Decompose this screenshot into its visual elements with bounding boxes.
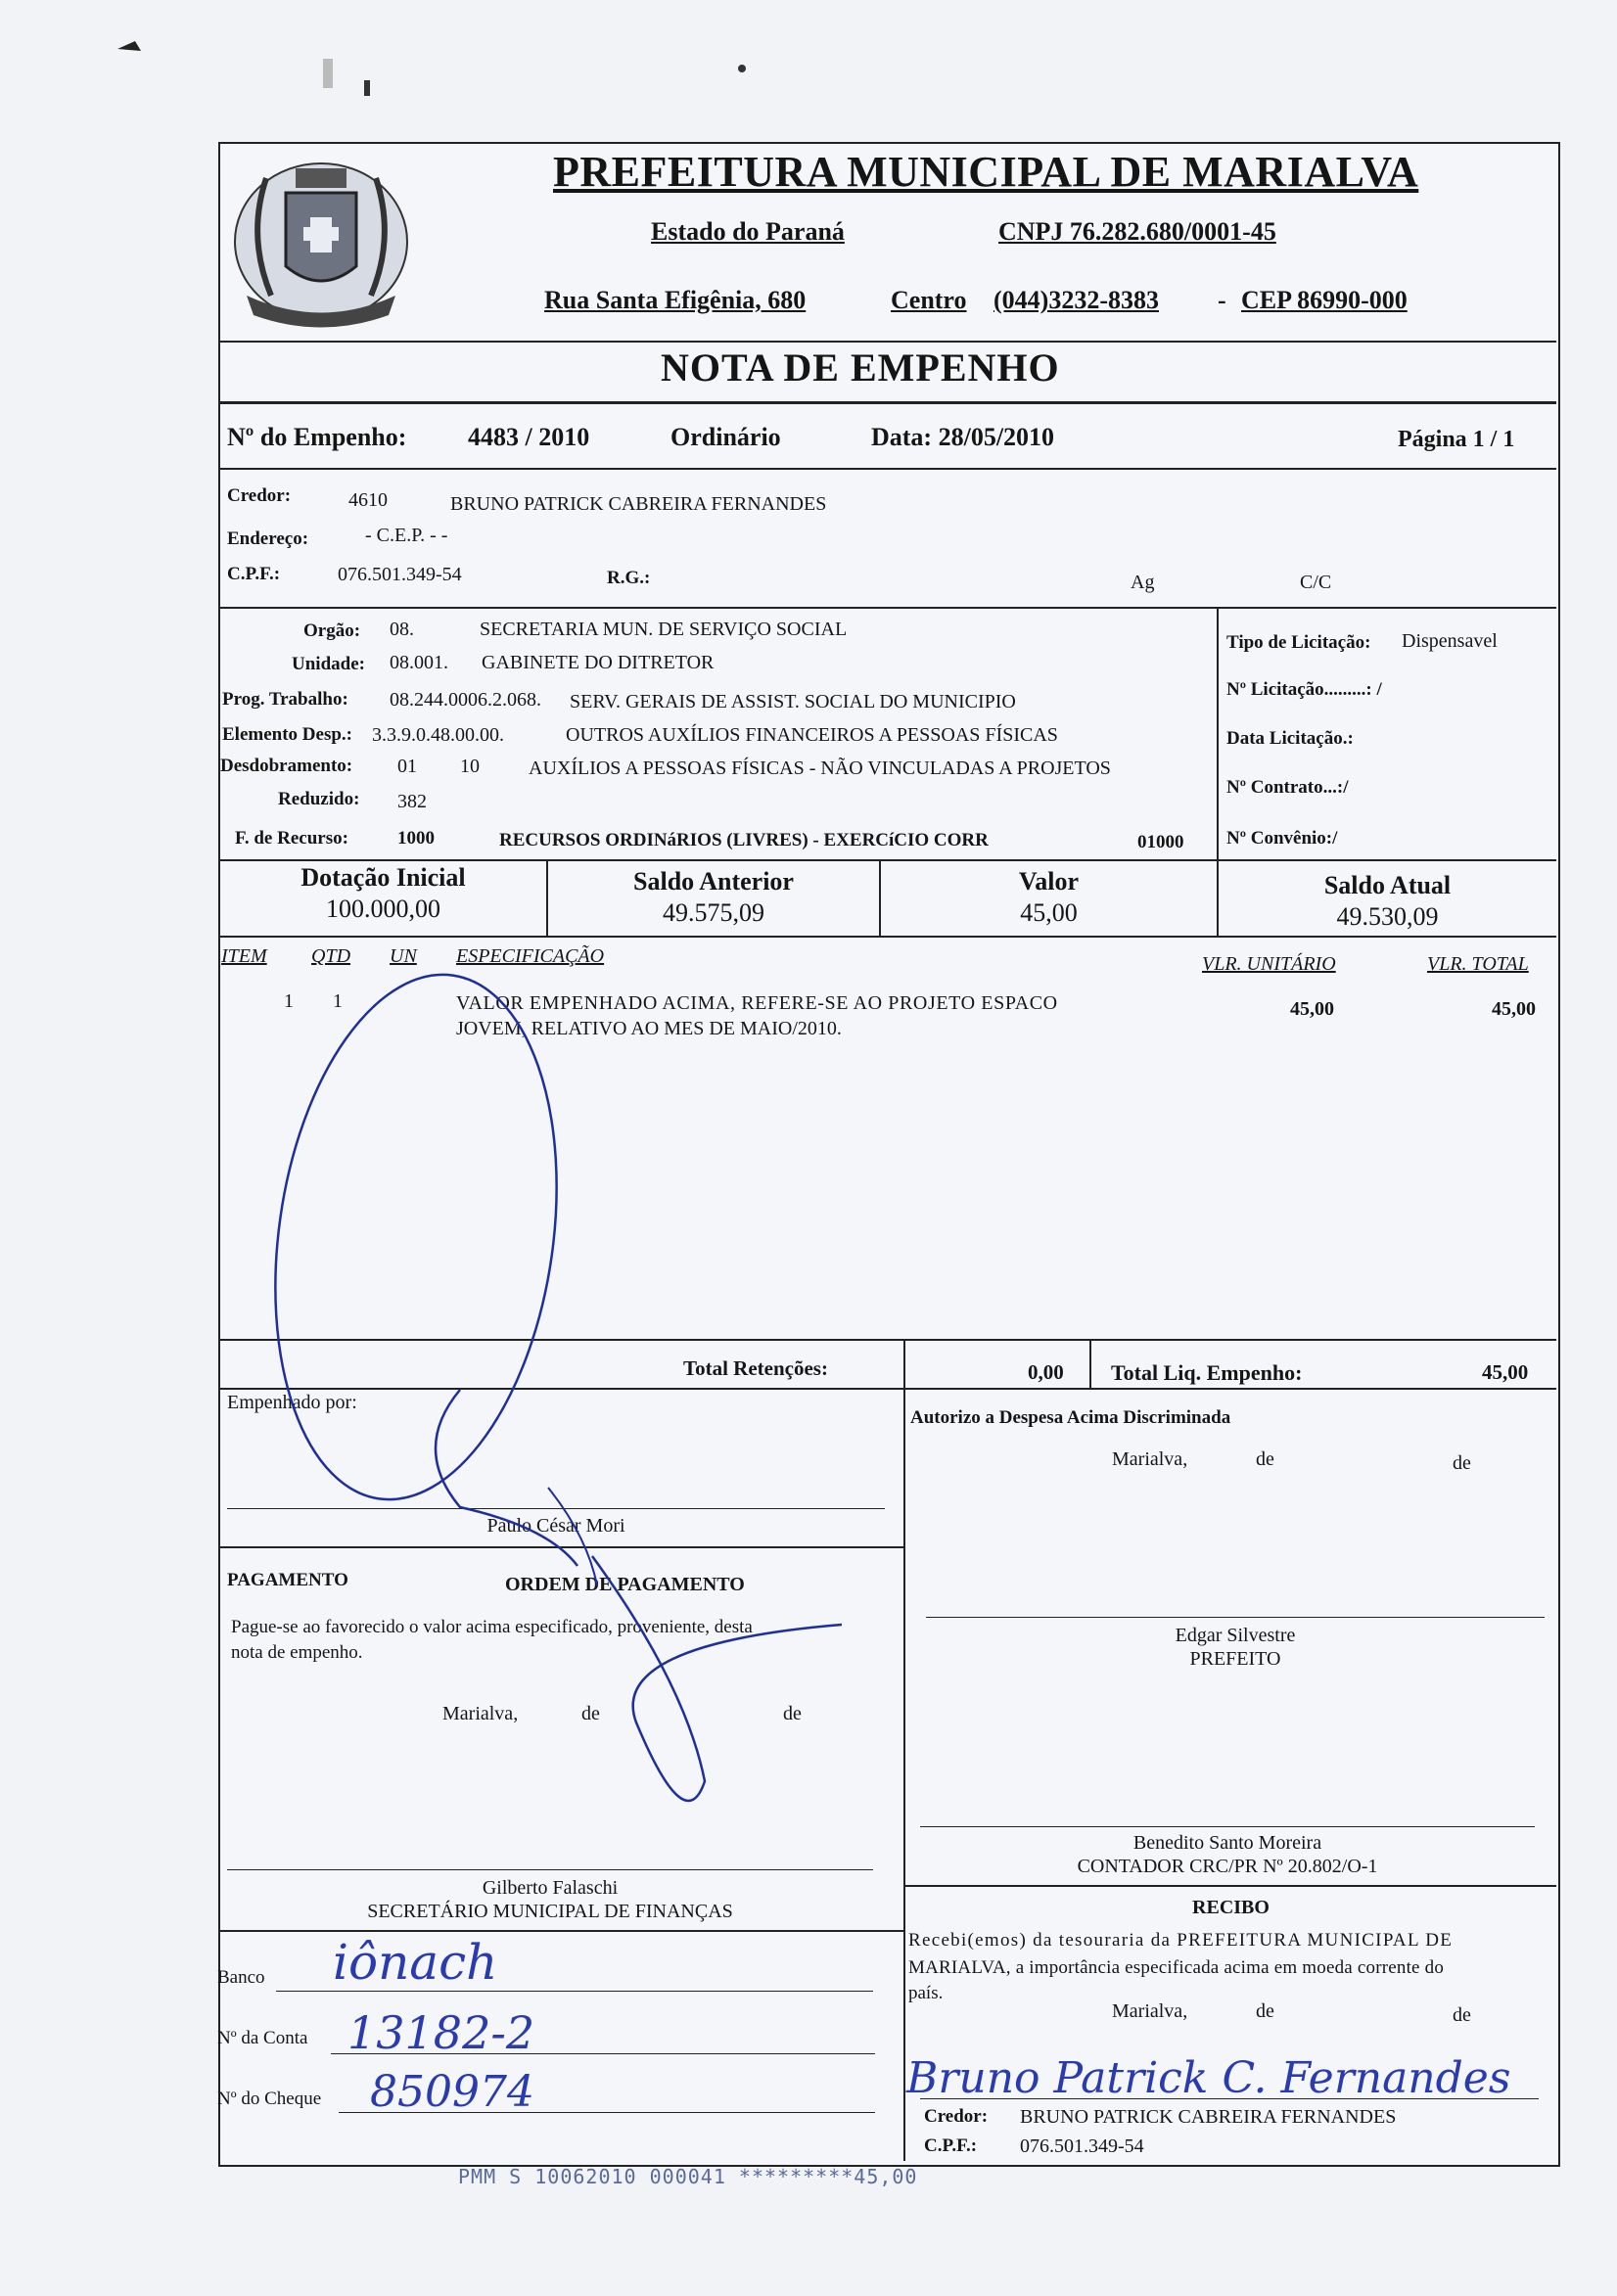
orgao-code: 08.	[390, 619, 414, 640]
endereco-label: Endereço:	[227, 528, 309, 549]
empenhado-label: Empenhado por:	[227, 1392, 357, 1413]
row-valor-unitario: 45,00	[1290, 998, 1334, 1020]
divider	[218, 468, 1556, 470]
conta-handwriting: 13182-2	[347, 2006, 535, 2059]
valor-label: Valor	[1018, 867, 1080, 895]
dotacao-value: 100.000,00	[326, 895, 440, 923]
divider	[1217, 607, 1219, 859]
divider	[1089, 1339, 1091, 1388]
street-address: Rua Santa Efigênia, 680	[544, 286, 807, 314]
divider	[903, 1339, 905, 1388]
unidade-label: Unidade:	[292, 654, 365, 674]
pagamento-de1: de	[581, 1703, 600, 1724]
autorizo-city: Marialva,	[1112, 1448, 1188, 1470]
col-especificacao: ESPECIFICAÇÃO	[456, 945, 605, 967]
municipality-title: PREFEITURA MUNICIPAL DE MARIALVA	[553, 148, 1419, 196]
pagamento-city: Marialva,	[442, 1703, 519, 1724]
total-liquido-value: 45,00	[1482, 1360, 1529, 1384]
divider	[218, 607, 1556, 609]
signature-line	[920, 1826, 1535, 1827]
elemento-code: 3.3.9.0.48.00.00.	[372, 724, 504, 746]
empenho-date: Data: 28/05/2010	[871, 423, 1055, 451]
accountant-name: Benedito Santo Moreira	[1132, 1832, 1322, 1854]
bank-stamp: PMM S 10062010 000041 *********45,00	[458, 2165, 918, 2188]
signature-line	[926, 1617, 1545, 1618]
recibo-credor-label: Credor:	[924, 2106, 989, 2127]
separator: -	[1218, 286, 1226, 314]
retencoes-label: Total Retenções:	[683, 1356, 828, 1380]
pagamento-label: PAGAMENTO	[227, 1570, 348, 1590]
banco-line	[276, 1991, 873, 1992]
row-valor-total: 45,00	[1492, 998, 1536, 1020]
data-licitacao: Data Licitação.:	[1226, 728, 1354, 749]
col-valor-total: VLR. TOTAL	[1427, 953, 1529, 975]
reduzido-value: 382	[397, 791, 427, 812]
divider	[903, 1885, 1556, 1887]
recibo-cpf-value: 076.501.349-54	[1020, 2135, 1144, 2157]
divider	[903, 1388, 905, 2161]
valor-value: 45,00	[1020, 898, 1078, 927]
saldo-anterior-label: Saldo Anterior	[633, 867, 794, 895]
recibo-de1: de	[1256, 2000, 1274, 2022]
elemento-label: Elemento Desp.:	[222, 724, 352, 745]
phone: (044)3232-8383	[993, 286, 1159, 314]
tipo-licitacao-label: Tipo de Licitação:	[1226, 632, 1371, 653]
signature-line	[227, 1508, 885, 1509]
unidade-name: GABINETE DO DITRETOR	[482, 652, 715, 673]
credor-name: BRUNO PATRICK CABREIRA FERNANDES	[450, 493, 827, 515]
numero-convenio: Nº Convênio:/	[1226, 828, 1338, 849]
numero-licitacao: Nº Licitação.........: /	[1226, 679, 1382, 700]
orgao-name: SECRETARIA MUN. DE SERVIÇO SOCIAL	[480, 619, 848, 640]
cheque-handwriting: 850974	[370, 2067, 534, 2117]
coat-of-arms-icon	[227, 149, 415, 335]
recurso-code2: 01000	[1137, 832, 1184, 852]
empenho-type: Ordinário	[670, 423, 781, 451]
retencoes-value: 0,00	[1028, 1360, 1064, 1384]
cnpj: CNPJ 76.282.680/0001-45	[998, 217, 1276, 246]
endereco-value: - C.E.P. - -	[365, 525, 448, 546]
autorizo-de2: de	[1453, 1452, 1471, 1474]
row-qtd: 1	[333, 990, 343, 1012]
mayor-title: PREFEITO	[1189, 1648, 1281, 1670]
empenho-number: 4483 / 2010	[468, 423, 590, 451]
secretary-name: Gilberto Falaschi	[482, 1877, 619, 1899]
ordem-pagamento: ORDEM DE PAGAMENTO	[505, 1574, 745, 1595]
divider	[218, 859, 1556, 861]
banco-label: Banco	[217, 1967, 265, 1988]
recibo-title: RECIBO	[1192, 1897, 1270, 1918]
cheque-label: Nº do Cheque	[217, 2089, 322, 2109]
prog-label: Prog. Trabalho:	[222, 689, 348, 710]
divider	[218, 936, 1556, 938]
secretary-title: SECRETÁRIO MUNICIPAL DE FINANÇAS	[367, 1901, 733, 1922]
signature-line	[227, 1869, 873, 1870]
divider	[218, 1339, 1556, 1341]
reduzido-label: Reduzido:	[278, 789, 360, 809]
total-liquido-label: Total Liq. Empenho:	[1111, 1360, 1303, 1385]
unidade-code: 08.001.	[390, 652, 448, 673]
recibo-text1: Recebi(emos) da tesouraria da PREFEITURA MUNICIPAL DE	[908, 1930, 1454, 1951]
document-title: NOTA DE EMPENHO	[661, 345, 1060, 390]
empenho-label: Nº do Empenho:	[227, 423, 407, 451]
divider	[218, 1546, 903, 1548]
desdobramento-code1: 01	[397, 756, 417, 777]
col-qtd: QTD	[311, 945, 351, 967]
recibo-city: Marialva,	[1112, 2000, 1188, 2022]
prog-code: 08.244.0006.2.068.	[390, 689, 541, 711]
cpf-value: 076.501.349-54	[338, 564, 462, 585]
recurso-name: RECURSOS ORDINáRIOS (LIVRES) - EXERCíCIO CORR	[499, 830, 989, 850]
divider	[218, 401, 1556, 404]
row-description-line2: JOVEM, RELATIVO AO MES DE MAIO/2010.	[456, 1018, 842, 1039]
elemento-name: OUTROS AUXÍLIOS FINANCEIROS A PESSOAS FÍSICAS	[566, 724, 1058, 746]
col-un: UN	[390, 945, 417, 967]
page-number: Página 1 / 1	[1398, 427, 1515, 452]
mayor-name: Edgar Silvestre	[1175, 1625, 1296, 1646]
district: Centro	[891, 286, 967, 314]
divider	[218, 1388, 1556, 1390]
dotacao-label: Dotação Inicial	[300, 863, 466, 892]
recurso-label: F. de Recurso:	[235, 828, 348, 849]
pagamento-text2: nota de empenho.	[231, 1642, 363, 1663]
saldo-anterior-value: 49.575,09	[663, 898, 764, 927]
pagamento-text1: Pague-se ao favorecido o valor acima especificado, proveniente, desta	[231, 1617, 753, 1637]
state-name: Estado do Paraná	[651, 217, 845, 246]
banco-handwriting: iônach	[333, 1934, 498, 1991]
signature-line	[920, 2098, 1539, 2099]
desdobramento-name: AUXÍLIOS A PESSOAS FÍSICAS - NÃO VINCULADAS A PROJETOS	[529, 758, 1111, 779]
prog-name: SERV. GERAIS DE ASSIST. SOCIAL DO MUNICIPIO	[570, 691, 1016, 712]
credor-code: 4610	[348, 489, 388, 511]
divider	[218, 341, 1556, 343]
recibo-text3: país.	[908, 1983, 944, 2003]
divider	[218, 1930, 903, 1932]
col-valor-unitario: VLR. UNITÁRIO	[1202, 953, 1336, 975]
recurso-code: 1000	[397, 828, 435, 849]
rg-label: R.G.:	[607, 568, 651, 588]
row-item: 1	[284, 990, 294, 1012]
cpf-label: C.P.F.:	[227, 564, 281, 584]
saldo-atual-label: Saldo Atual	[1323, 871, 1452, 899]
recibo-signature: Bruno Patrick C. Fernandes	[906, 2053, 1511, 2103]
saldo-atual-value: 49.530,09	[1336, 902, 1439, 931]
accountant-title: CONTADOR CRC/PR Nº 20.802/O-1	[1077, 1856, 1378, 1877]
numero-contrato: Nº Contrato...:/	[1226, 777, 1349, 798]
row-description-line1: VALOR EMPENHADO ACIMA, REFERE-SE AO PROJETO ESPACO	[456, 992, 1058, 1014]
orgao-label: Orgão:	[303, 620, 361, 641]
cep: CEP 86990-000	[1241, 286, 1408, 314]
desdobramento-code2: 10	[460, 756, 480, 777]
empenhado-name: Paulo César Mori	[486, 1515, 625, 1537]
pagamento-de2: de	[783, 1703, 802, 1724]
desdobramento-label: Desdobramento:	[220, 756, 353, 776]
recibo-de2: de	[1453, 2004, 1471, 2026]
conta-label: Nº da Conta	[217, 2028, 308, 2048]
tipo-licitacao-value: Dispensavel	[1402, 630, 1498, 652]
recibo-text2: MARIALVA, a importância especificada acima em moeda corrente do	[908, 1957, 1445, 1978]
autorizo-de1: de	[1256, 1448, 1274, 1470]
autorizo-text: Autorizo a Despesa Acima Discriminada	[910, 1407, 1231, 1428]
cc-label: C/C	[1300, 572, 1332, 593]
recibo-cpf-label: C.P.F.:	[924, 2135, 978, 2156]
credor-label: Credor:	[227, 485, 292, 506]
ag-label: Ag	[1131, 572, 1155, 593]
col-item: ITEM	[221, 945, 267, 967]
recibo-credor-name: BRUNO PATRICK CABREIRA FERNANDES	[1020, 2106, 1397, 2128]
